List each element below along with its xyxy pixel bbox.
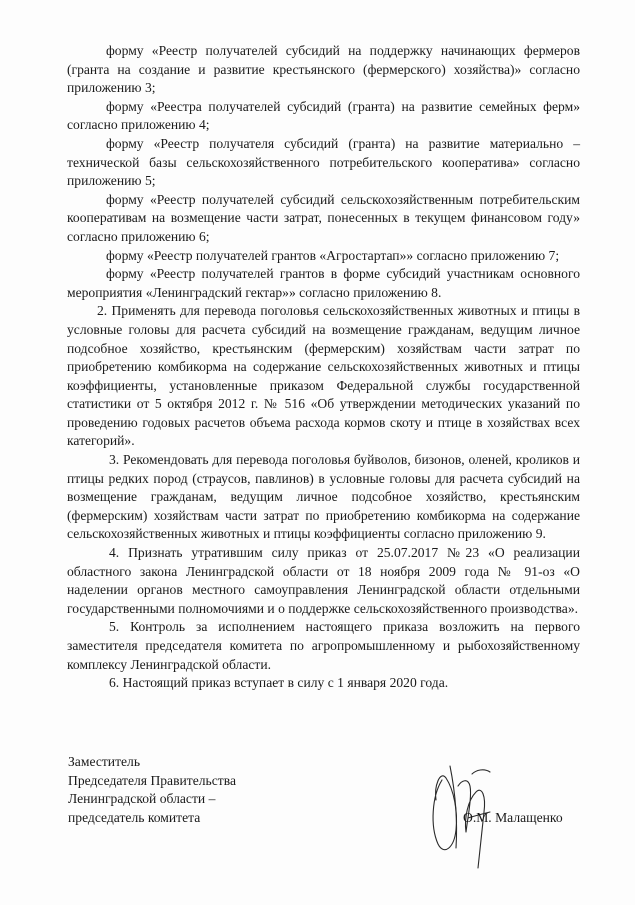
paragraph-appendix-5: форму «Реестр получателя субсидий (гранта) на развитие материально – технической базы сельскохозяйственного потребительского кооператива» согласно приложению 5;: [67, 135, 580, 189]
paragraph-appendix-3: форму «Реестр получателей субсидий на поддержку начинающих фермеров (гранта на создание и развитие крестьянского (фермерского) хозяйства)» согласно приложению 3;: [67, 43, 580, 96]
paragraph-appendix-8: форму «Реестр получателей грантов в форме субсидий участникам основного мероприятия «Ленинградский гектар»» согласно приложению 8.: [67, 266, 580, 300]
position-line: Председателя Правительства: [68, 772, 236, 788]
document-body: [67, 42, 580, 693]
paragraph-appendix-4: форму «Реестра получателей субсидий (гранта) на развитие семейных ферм» согласно приложению 4;: [67, 98, 580, 133]
paragraph-appendix-7: форму «Реестр получателей грантов «Агростартап»» согласно приложению 7;: [106, 247, 560, 263]
position-line: председатель комитета: [68, 809, 201, 825]
signatory-name: О.М. Малащенко: [463, 810, 563, 825]
paragraph-item-5: 5. Контроль за исполнением настоящего приказа возложить на первого заместителя председателя комитета по агропромышленному и рыбохозяйственному комплексу Ленинградской области.: [67, 619, 580, 672]
position-line: Заместитель: [68, 754, 141, 769]
paragraph-item-3: 3. Рекомендовать для перевода поголовья буйволов, бизонов, оленей, кроликов и птицы редких пород (страусов, павлинов) в условные головы для расчета субсидий на возмещение гражданам, ведущим личное подсобное хозяйство, крестьянским (фермерским) хозяйствам части затрат по приобретению комбикорма на содержание сельскохозяйственных животных и птицы коэффициенты согласно приложению 9.: [67, 452, 580, 542]
paragraph-item-2: 2. Применять для перевода поголовья сельскохозяйственных животных и птицы в условные головы для расчета субсидий на возмещение гражданам, ведущим личное подсобное хозяйство, крестьянским (фермерским) хозяйствам части затрат по приобретению комбикорма на содержание сельскохозяйственных животных и птицы коэффициенты, установленные приказом Федеральной службы государственной статистики от 5 октября 2012 г. № 516 «Об утверждении методических указаний по проведению годовых расчетов объема расхода кормов скоту и птице в хозяйствах всех категорий».: [67, 303, 580, 449]
paragraph-item-4: 4. Признать утратившим силу приказ от 25.07.2017 №23 «О реализации областного закона Ленинградской области от 18 ноября 2009 года № 91-оз «О наделении органов местного самоуправления Ленинградской области отдельными государственными полномочиями и о поддержке сельскохозяйственного производства».: [67, 545, 580, 616]
paragraph-appendix-6: форму «Реестр получателей субсидий сельскохозяйственным потребительским кооперативам на возмещение части затрат, понесенных в текущем финансовом году» согласно приложению 6;: [67, 191, 580, 244]
paragraph-item-6: 6. Настоящий приказ вступает в силу с 1 января 2020 года.: [109, 675, 449, 691]
signatory-position: [68, 753, 236, 827]
position-line: Ленинградской области –: [68, 791, 216, 807]
